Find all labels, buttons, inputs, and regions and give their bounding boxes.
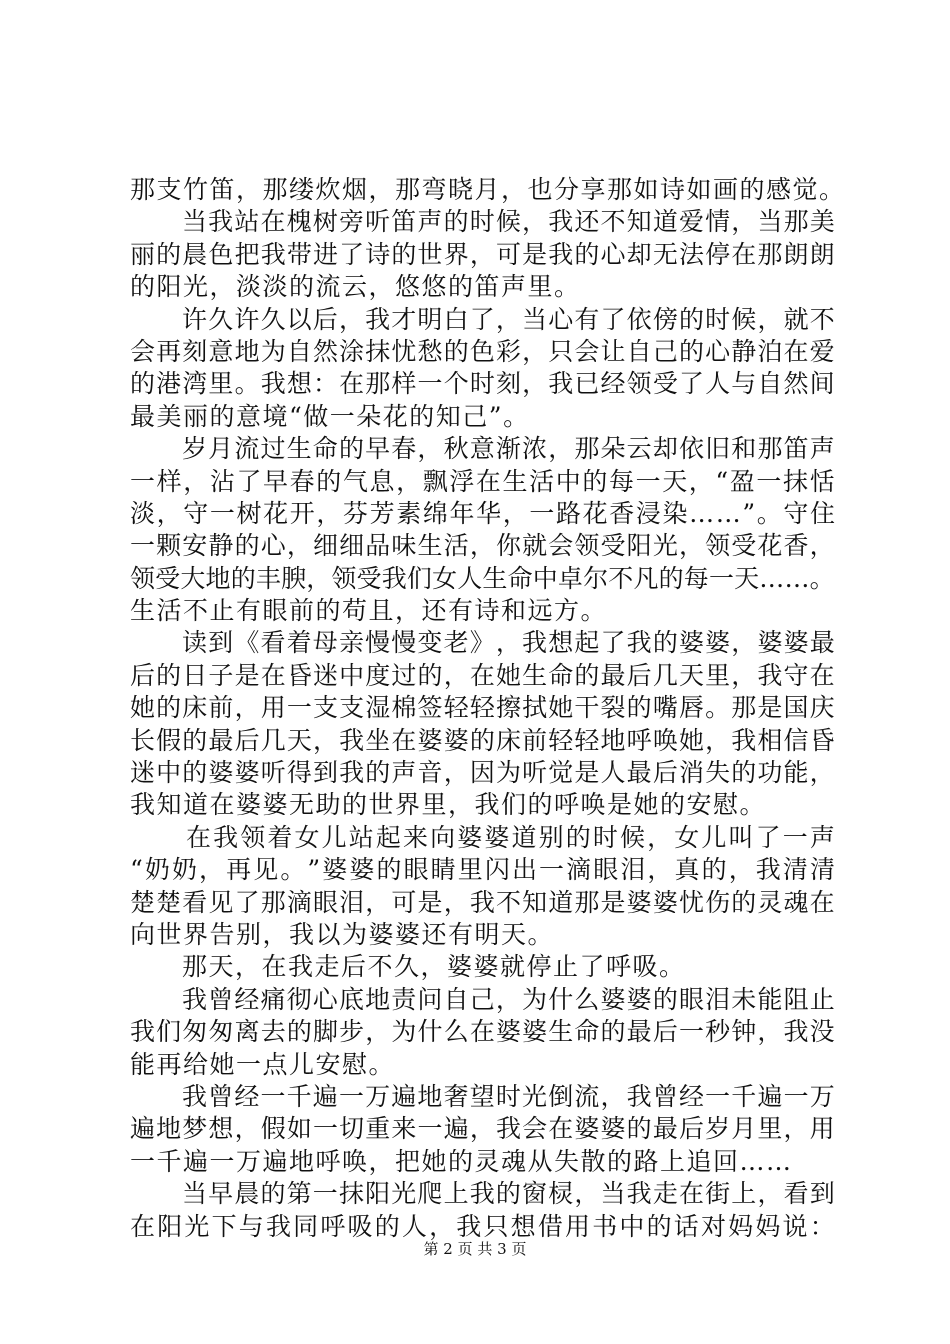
text-line: 领 受 大 地 的 丰 腴 ， 领 受 我 们 女 人 生 命 中 卓 尔 不 凡 的 每 一 天 … … 。 bbox=[130, 563, 835, 593]
text-line: 生活不止有眼前的苟且，还有诗和远方。 bbox=[130, 596, 608, 626]
text-line: 向世界告别，我以为婆婆还有明天。 bbox=[130, 919, 555, 949]
document-body bbox=[130, 174, 846, 1243]
text-line: 我知道在婆婆无助的世界里，我们的呼唤是她的安慰。 bbox=[130, 790, 767, 820]
text-line: 会 再 刻 意 地 为 自 然 涂 抹 忧 愁 的 色 彩 ， 只 会 让 自 己 的 心 静 泊 在 爱 bbox=[130, 336, 835, 366]
text-line: 我 曾 经 一 千 遍 一 万 遍 地 奢 望 时 光 倒 流 ， 我 曾 经 一 千 遍 一 万 bbox=[182, 1081, 835, 1111]
text-line: 我 们 匆 匆 离 去 的 脚 步 ， 为 什 么 在 婆 婆 生 命 的 最 后 一 秒 钟 ， 我 没 bbox=[130, 1017, 835, 1047]
text-line: “ 奶 奶 ， 再 见 。 ” 婆 婆 的 眼 睛 里 闪 出 一 滴 眼 泪 ， 真 的 ， 我 清 清 bbox=[130, 855, 835, 885]
text-line: 岁 月 流 过 生 命 的 早 春 ， 秋 意 渐 浓 ， 那 朵 云 却 依 旧 和 那 笛 声 bbox=[182, 434, 835, 464]
text-line: 的阳光，淡淡的流云，悠悠的笛声里。 bbox=[130, 272, 581, 302]
text-line: 那支竹笛，那缕炊烟，那弯晓月，也分享那如诗如画的感觉。 bbox=[130, 175, 846, 204]
text-line: 当 我 站 在 槐 树 旁 听 笛 声 的 时 候 ， 我 还 不 知 道 爱 情 ， 当 那 美 bbox=[182, 207, 835, 237]
text-line: 她 的 床 前 ， 用 一 支 支 湿 棉 签 轻 轻 擦 拭 她 干 裂 的 嘴 唇 。 那 是 国 庆 bbox=[130, 693, 835, 723]
text-line: 楚 楚 看 见 了 那 滴 眼 泪 ， 可 是 ， 我 不 知 道 那 是 婆 婆 忧 伤 的 灵 魂 在 bbox=[130, 887, 835, 917]
text-line: 迷 中 的 婆 婆 听 得 到 我 的 声 音 ， 因 为 听 觉 是 人 最 后 消 失 的 功 能 ， bbox=[130, 758, 835, 788]
text-line: 遍 地 梦 想 ， 假 如 一 切 重 来 一 遍 ， 我 会 在 婆 婆 的 最 后 岁 月 里 ， 用 bbox=[130, 1114, 835, 1144]
text-line: 能再给她一点儿安慰。 bbox=[130, 1049, 396, 1079]
text-line: 的 港 湾 里 。 我 想 ： 在 那 样 一 个 时 刻 ， 我 已 经 领 受 了 人 与 自 然 间 bbox=[130, 369, 835, 399]
text-line: 一 样 ， 沾 了 早 春 的 气 息 ， 飘 浮 在 生 活 中 的 每 一 天 ， “ 盈 一 抹 恬 bbox=[130, 466, 835, 496]
text-line: 淡 ， 守 一 树 花 开 ， 芬 芳 素 绵 年 华 ， 一 路 花 香 浸 染 … … ” 。 守 住 bbox=[130, 498, 835, 528]
text-line: 长 假 的 最 后 几 天 ， 我 坐 在 婆 婆 的 床 前 轻 轻 地 呼 唤 她 ， 我 相 信 昏 bbox=[130, 725, 835, 755]
text-line: 在 我 领 着 女 儿 站 起 来 向 婆 婆 道 别 的 时 候 ， 女 儿 叫 了 一 声 bbox=[186, 822, 835, 852]
text-line: 一 颗 安 静 的 心 ， 细 细 品 味 生 活 ， 你 就 会 领 受 阳 光 ， 领 受 花 香 ， bbox=[130, 531, 835, 561]
text-line: 丽 的 晨 色 把 我 带 进 了 诗 的 世 界 ， 可 是 我 的 心 却 无 法 停 在 那 朗 朗 bbox=[130, 239, 835, 269]
text-line: 一千遍一万遍地呼唤，把她的灵魂从失散的路上追回…… bbox=[130, 1146, 793, 1176]
text-line: 在 阳 光 下 与 我 同 呼 吸 的 人 ， 我 只 想 借 用 书 中 的 话 对 妈 妈 说 ： bbox=[130, 1211, 835, 1241]
text-line: 读 到 《 看 着 母 亲 慢 慢 变 老 》 ， 我 想 起 了 我 的 婆 婆 ， 婆 婆 最 bbox=[182, 628, 835, 658]
text-line: 那天，在我走后不久，婆婆就停止了呼吸。 bbox=[182, 952, 686, 982]
text-line: 我 曾 经 痛 彻 心 底 地 责 问 自 己 ， 为 什 么 婆 婆 的 眼 泪 未 能 阻 止 bbox=[182, 984, 835, 1014]
text-line: 后 的 日 子 是 在 昏 迷 中 度 过 的 ， 在 她 生 命 的 最 后 几 天 里 ， 我 守 在 bbox=[130, 660, 835, 690]
text-line: 最美丽的意境“做一朵花的知己”。 bbox=[130, 401, 530, 431]
text-line: 当 早 晨 的 第 一 抹 阳 光 爬 上 我 的 窗 棂 ， 当 我 走 在 街 上 ， 看 到 bbox=[182, 1179, 835, 1209]
text-line: 许 久 许 久 以 后 ， 我 才 明 白 了 ， 当 心 有 了 依 傍 的 时 候 ， 就 不 bbox=[182, 304, 835, 334]
page-footer: 第 2 页 共 3 页 bbox=[423, 1240, 527, 1258]
